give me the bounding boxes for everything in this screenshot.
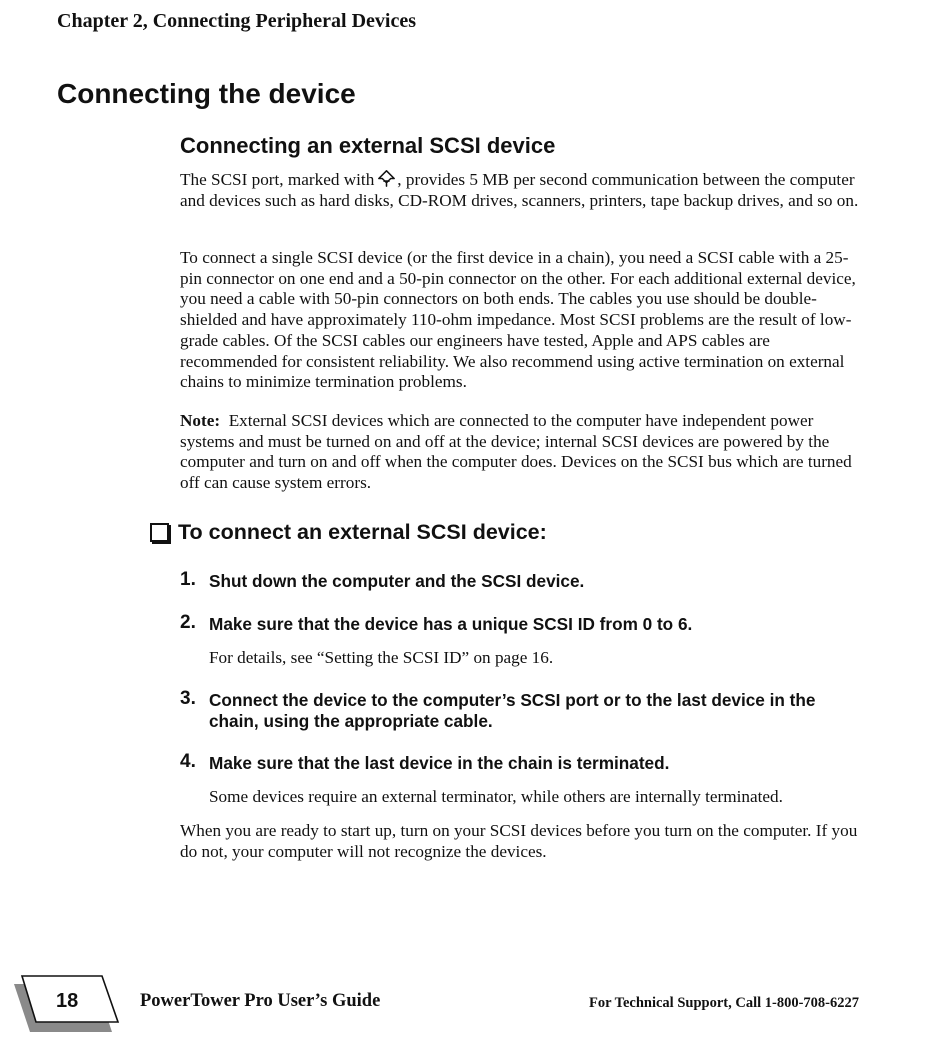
step-detail: Some devices require an external terminator, while others are internally terminated. bbox=[209, 787, 783, 806]
note-text: External SCSI devices which are connected to the computer have independent power systems and must be turned on and off at the device; internal SCSI devices are powered by the computer and turn on and off when the computer does. Devices on the SCSI bus which are turned off can cause system errors. bbox=[180, 411, 852, 493]
page-number: 18 bbox=[56, 990, 79, 1012]
page-heading: Connecting the device bbox=[57, 78, 356, 109]
checkbox-icon bbox=[150, 523, 169, 542]
step-number: 3. bbox=[180, 688, 196, 709]
step-instruction: Make sure that the last device in the chain is terminated. bbox=[209, 753, 670, 773]
task-heading-text: To connect an external SCSI device: bbox=[178, 520, 547, 544]
task-heading bbox=[150, 520, 547, 545]
scsi-port-icon bbox=[378, 170, 395, 187]
cable-paragraph: To connect a single SCSI device (or the first device in a chain), you need a SCSI cable with a 25-pin connector on one end and a 50-pin connector on the other. For each additional external device, you need a cable with 50-pin connectors on both ends. The cables you use should be double-shielded and have approximately 110-ohm impedance. Most SCSI problems are the result of low-grade cables. Of the SCSI cables our engineers have tested, Apple and APS cables are recommended for consistent reliability. We also recommend using active termination on external chains to minimize termination problems. bbox=[180, 248, 856, 392]
step-number: 2. bbox=[180, 612, 196, 633]
running-head: Chapter 2, Connecting Peripheral Devices bbox=[57, 10, 417, 32]
footer-title: PowerTower Pro User’s Guide bbox=[140, 991, 381, 1011]
note-paragraph bbox=[180, 411, 860, 494]
step-number: 4. bbox=[180, 751, 196, 772]
step-instruction: Connect the device to the computer’s SCSI port or to the last device in the chain, using the appropriate cable. bbox=[209, 690, 816, 731]
scsi-port-text-start: The SCSI port, marked with bbox=[180, 170, 375, 189]
step-instruction: Shut down the computer and the SCSI device. bbox=[209, 571, 585, 591]
section-heading: Connecting an external SCSI device bbox=[180, 133, 556, 158]
scsi-port-text-end: , provides 5 MB per second communication between the computer and devices such as hard disks, CD-ROM drives, scanners, printers, tape backup drives, and so on. bbox=[180, 170, 859, 210]
step-detail: For details, see “Setting the SCSI ID” on page 16. bbox=[209, 648, 554, 667]
scsi-port-paragraph bbox=[180, 170, 860, 211]
step-number: 1. bbox=[180, 569, 196, 590]
closing-paragraph: When you are ready to start up, turn on your SCSI devices before you turn on the computer. If you do not, your computer will not recognize the devices. bbox=[180, 821, 858, 861]
note-label: Note: bbox=[180, 411, 221, 430]
footer-support: For Technical Support, Call 1-800-708-6227 bbox=[588, 995, 859, 1011]
step-instruction: Make sure that the device has a unique SCSI ID from 0 to 6. bbox=[209, 614, 693, 634]
